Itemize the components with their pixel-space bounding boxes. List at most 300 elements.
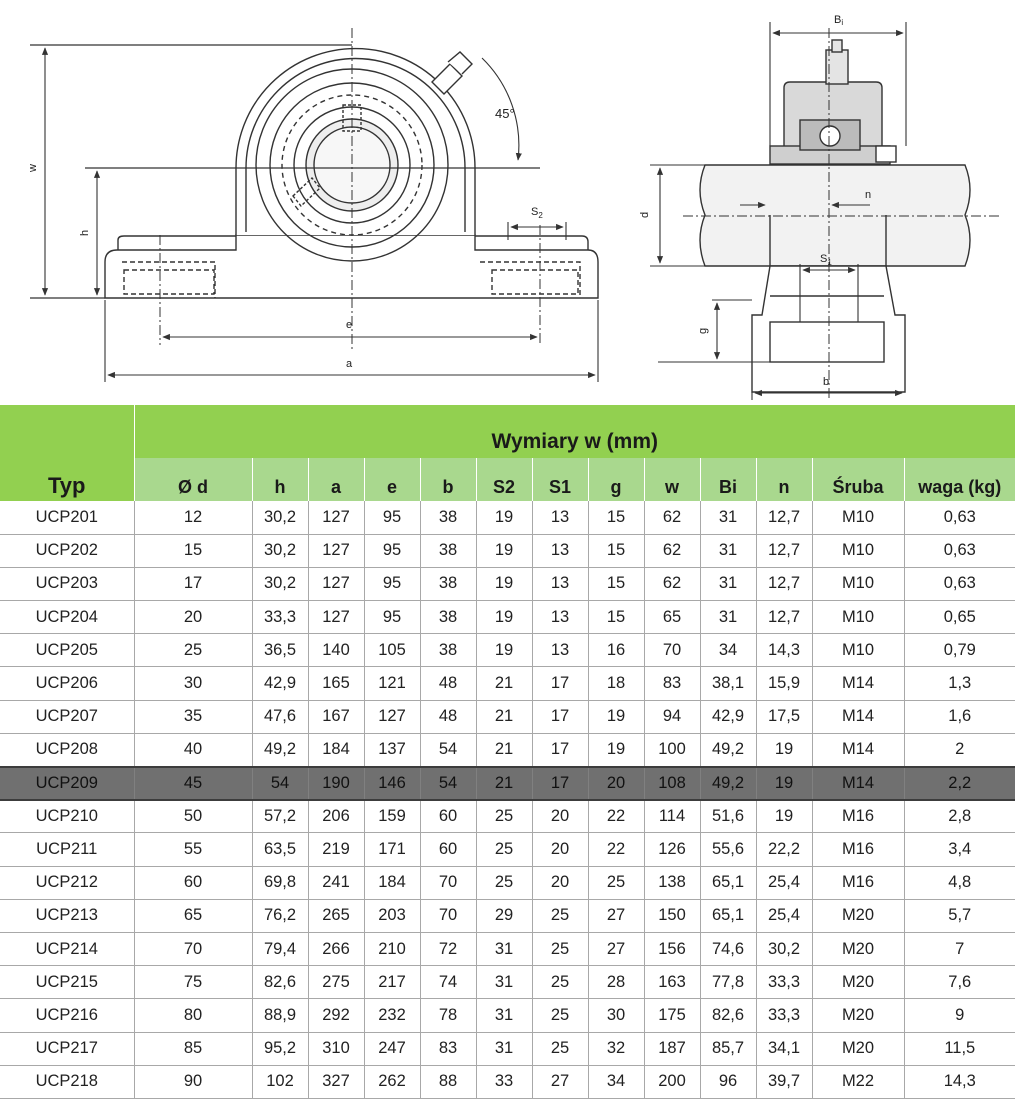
table-row bbox=[0, 1065, 1015, 1098]
value-cell: 19 bbox=[476, 567, 532, 600]
type-cell: UCP201 bbox=[0, 501, 134, 534]
value-cell: 75 bbox=[134, 966, 252, 999]
value-cell: 38 bbox=[420, 567, 476, 600]
value-cell: 31 bbox=[700, 567, 756, 600]
label-h: h bbox=[79, 229, 91, 236]
value-cell: 28 bbox=[588, 966, 644, 999]
label-w: w bbox=[27, 164, 39, 172]
value-cell: 15 bbox=[588, 501, 644, 534]
value-cell: 17,5 bbox=[756, 700, 812, 733]
table-row bbox=[0, 932, 1015, 965]
value-cell: 217 bbox=[364, 966, 420, 999]
value-cell: 12,7 bbox=[756, 534, 812, 567]
value-cell: 262 bbox=[364, 1065, 420, 1098]
value-cell: 96 bbox=[700, 1065, 756, 1098]
value-cell: 121 bbox=[364, 667, 420, 700]
value-cell: 45 bbox=[134, 767, 252, 800]
value-cell: 13 bbox=[532, 634, 588, 667]
table-row bbox=[0, 601, 1015, 634]
value-cell: 1,3 bbox=[904, 667, 1015, 700]
value-cell: 31 bbox=[700, 501, 756, 534]
value-cell: 12,7 bbox=[756, 501, 812, 534]
value-cell: 20 bbox=[532, 800, 588, 833]
value-cell: 82,6 bbox=[252, 966, 308, 999]
value-cell: 42,9 bbox=[252, 667, 308, 700]
value-cell: 15 bbox=[134, 534, 252, 567]
value-cell: 33 bbox=[476, 1065, 532, 1098]
value-cell: 48 bbox=[420, 667, 476, 700]
value-cell: M16 bbox=[812, 866, 904, 899]
label-angle: 45° bbox=[495, 106, 515, 121]
type-cell: UCP212 bbox=[0, 866, 134, 899]
value-cell: M10 bbox=[812, 567, 904, 600]
value-cell: 30 bbox=[588, 999, 644, 1032]
table-row bbox=[0, 833, 1015, 866]
value-cell: 90 bbox=[134, 1065, 252, 1098]
column-header: w bbox=[644, 458, 700, 501]
value-cell: 19 bbox=[476, 634, 532, 667]
value-cell: 85 bbox=[134, 1032, 252, 1065]
type-cell: UCP217 bbox=[0, 1032, 134, 1065]
value-cell: 13 bbox=[532, 501, 588, 534]
value-cell: 30,2 bbox=[252, 534, 308, 567]
table-row bbox=[0, 966, 1015, 999]
value-cell: M20 bbox=[812, 966, 904, 999]
value-cell: 210 bbox=[364, 932, 420, 965]
value-cell: 16 bbox=[588, 634, 644, 667]
type-cell: UCP214 bbox=[0, 932, 134, 965]
value-cell: 94 bbox=[644, 700, 700, 733]
value-cell: 17 bbox=[134, 567, 252, 600]
column-header-row bbox=[0, 458, 1015, 501]
value-cell: 33,3 bbox=[756, 966, 812, 999]
value-cell: 48 bbox=[420, 700, 476, 733]
value-cell: 105 bbox=[364, 634, 420, 667]
label-n: n bbox=[865, 189, 872, 201]
value-cell: 18 bbox=[588, 667, 644, 700]
technical-drawing bbox=[0, 0, 1015, 405]
value-cell: 30 bbox=[134, 667, 252, 700]
value-cell: 19 bbox=[476, 501, 532, 534]
value-cell: 79,4 bbox=[252, 932, 308, 965]
value-cell: 95,2 bbox=[252, 1032, 308, 1065]
value-cell: 127 bbox=[308, 534, 364, 567]
value-cell: 70 bbox=[420, 866, 476, 899]
value-cell: 15 bbox=[588, 534, 644, 567]
value-cell: 88 bbox=[420, 1065, 476, 1098]
value-cell: M20 bbox=[812, 1032, 904, 1065]
value-cell: 15 bbox=[588, 601, 644, 634]
column-header: h bbox=[252, 458, 308, 501]
value-cell: 85,7 bbox=[700, 1032, 756, 1065]
value-cell: 19 bbox=[588, 700, 644, 733]
value-cell: 11,5 bbox=[904, 1032, 1015, 1065]
value-cell: 33,3 bbox=[756, 999, 812, 1032]
value-cell: 34,1 bbox=[756, 1032, 812, 1065]
table-row bbox=[0, 1032, 1015, 1065]
value-cell: 100 bbox=[644, 733, 700, 766]
value-cell: 156 bbox=[644, 932, 700, 965]
value-cell: M10 bbox=[812, 634, 904, 667]
value-cell: 102 bbox=[252, 1065, 308, 1098]
value-cell: 82,6 bbox=[700, 999, 756, 1032]
type-cell: UCP202 bbox=[0, 534, 134, 567]
value-cell: 25 bbox=[588, 866, 644, 899]
value-cell: M20 bbox=[812, 999, 904, 1032]
value-cell: 60 bbox=[420, 833, 476, 866]
value-cell: 127 bbox=[308, 601, 364, 634]
value-cell: 20 bbox=[532, 866, 588, 899]
label-s2: $S_2$ bbox=[531, 206, 543, 220]
value-cell: 40 bbox=[134, 733, 252, 766]
value-cell: 0,79 bbox=[904, 634, 1015, 667]
value-cell: 21 bbox=[476, 733, 532, 766]
value-cell: 49,2 bbox=[700, 733, 756, 766]
value-cell: 83 bbox=[644, 667, 700, 700]
type-cell: UCP205 bbox=[0, 634, 134, 667]
value-cell: M14 bbox=[812, 700, 904, 733]
value-cell: 72 bbox=[420, 932, 476, 965]
table-row bbox=[0, 767, 1015, 800]
value-cell: 38 bbox=[420, 601, 476, 634]
value-cell: 138 bbox=[644, 866, 700, 899]
type-cell: UCP206 bbox=[0, 667, 134, 700]
value-cell: M10 bbox=[812, 501, 904, 534]
value-cell: 60 bbox=[420, 800, 476, 833]
table-row bbox=[0, 667, 1015, 700]
value-cell: 19 bbox=[756, 800, 812, 833]
value-cell: 5,7 bbox=[904, 899, 1015, 932]
value-cell: 12,7 bbox=[756, 567, 812, 600]
value-cell: 20 bbox=[532, 833, 588, 866]
column-header: Bi bbox=[700, 458, 756, 501]
value-cell: 50 bbox=[134, 800, 252, 833]
value-cell: 140 bbox=[308, 634, 364, 667]
value-cell: 184 bbox=[308, 733, 364, 766]
value-cell: 25,4 bbox=[756, 899, 812, 932]
type-cell: UCP209 bbox=[0, 767, 134, 800]
value-cell: 38 bbox=[420, 534, 476, 567]
type-cell: UCP203 bbox=[0, 567, 134, 600]
value-cell: M16 bbox=[812, 833, 904, 866]
value-cell: 65 bbox=[644, 601, 700, 634]
value-cell: 83 bbox=[420, 1032, 476, 1065]
value-cell: 21 bbox=[476, 700, 532, 733]
column-header: waga (kg) bbox=[904, 458, 1015, 501]
value-cell: 12 bbox=[134, 501, 252, 534]
value-cell: 25 bbox=[476, 866, 532, 899]
value-cell: M14 bbox=[812, 767, 904, 800]
value-cell: 25 bbox=[532, 1032, 588, 1065]
value-cell: 310 bbox=[308, 1032, 364, 1065]
value-cell: 219 bbox=[308, 833, 364, 866]
value-cell: 167 bbox=[308, 700, 364, 733]
value-cell: 17 bbox=[532, 767, 588, 800]
column-header: Ø d bbox=[134, 458, 252, 501]
value-cell: 7 bbox=[904, 932, 1015, 965]
value-cell: 266 bbox=[308, 932, 364, 965]
value-cell: 190 bbox=[308, 767, 364, 800]
value-cell: 34 bbox=[588, 1065, 644, 1098]
value-cell: 15 bbox=[588, 567, 644, 600]
value-cell: 200 bbox=[644, 1065, 700, 1098]
value-cell: 292 bbox=[308, 999, 364, 1032]
value-cell: 29 bbox=[476, 899, 532, 932]
value-cell: 19 bbox=[756, 733, 812, 766]
value-cell: 65,1 bbox=[700, 899, 756, 932]
label-a: a bbox=[346, 358, 353, 370]
table-row bbox=[0, 700, 1015, 733]
value-cell: 65 bbox=[134, 899, 252, 932]
table-row bbox=[0, 800, 1015, 833]
value-cell: 30,2 bbox=[756, 932, 812, 965]
value-cell: 2,8 bbox=[904, 800, 1015, 833]
value-cell: 25 bbox=[134, 634, 252, 667]
value-cell: 34 bbox=[700, 634, 756, 667]
value-cell: 77,8 bbox=[700, 966, 756, 999]
value-cell: 30,2 bbox=[252, 567, 308, 600]
value-cell: 95 bbox=[364, 534, 420, 567]
value-cell: 159 bbox=[364, 800, 420, 833]
value-cell: 14,3 bbox=[904, 1065, 1015, 1098]
value-cell: 38 bbox=[420, 501, 476, 534]
value-cell: 60 bbox=[134, 866, 252, 899]
value-cell: 127 bbox=[308, 567, 364, 600]
column-header: b bbox=[420, 458, 476, 501]
value-cell: 127 bbox=[308, 501, 364, 534]
table-row bbox=[0, 866, 1015, 899]
value-cell: 126 bbox=[644, 833, 700, 866]
type-column-header: Typ bbox=[0, 405, 134, 501]
value-cell: 150 bbox=[644, 899, 700, 932]
label-d: d bbox=[639, 211, 651, 218]
value-cell: 0,63 bbox=[904, 567, 1015, 600]
value-cell: 13 bbox=[532, 567, 588, 600]
value-cell: 54 bbox=[252, 767, 308, 800]
table-row bbox=[0, 634, 1015, 667]
value-cell: 74,6 bbox=[700, 932, 756, 965]
value-cell: 25 bbox=[532, 899, 588, 932]
type-cell: UCP210 bbox=[0, 800, 134, 833]
value-cell: 31 bbox=[476, 1032, 532, 1065]
value-cell: 20 bbox=[134, 601, 252, 634]
type-cell: UCP216 bbox=[0, 999, 134, 1032]
value-cell: 70 bbox=[644, 634, 700, 667]
value-cell: 36,5 bbox=[252, 634, 308, 667]
value-cell: M20 bbox=[812, 899, 904, 932]
value-cell: 49,2 bbox=[252, 733, 308, 766]
value-cell: 0,63 bbox=[904, 534, 1015, 567]
value-cell: 62 bbox=[644, 567, 700, 600]
value-cell: 51,6 bbox=[700, 800, 756, 833]
value-cell: 127 bbox=[364, 700, 420, 733]
value-cell: 27 bbox=[532, 1065, 588, 1098]
table-row bbox=[0, 999, 1015, 1032]
type-cell: UCP208 bbox=[0, 733, 134, 766]
value-cell: 54 bbox=[420, 767, 476, 800]
value-cell: 163 bbox=[644, 966, 700, 999]
column-header: e bbox=[364, 458, 420, 501]
value-cell: 19 bbox=[476, 534, 532, 567]
value-cell: 21 bbox=[476, 767, 532, 800]
value-cell: 31 bbox=[476, 999, 532, 1032]
column-header: n bbox=[756, 458, 812, 501]
label-b: b bbox=[823, 376, 830, 388]
value-cell: M10 bbox=[812, 601, 904, 634]
value-cell: 13 bbox=[532, 534, 588, 567]
value-cell: 31 bbox=[476, 966, 532, 999]
value-cell: 25 bbox=[532, 932, 588, 965]
value-cell: 30,2 bbox=[252, 501, 308, 534]
value-cell: 15,9 bbox=[756, 667, 812, 700]
value-cell: 12,7 bbox=[756, 601, 812, 634]
table-row bbox=[0, 733, 1015, 766]
dimensions-table bbox=[0, 405, 1015, 1099]
value-cell: 38 bbox=[420, 634, 476, 667]
value-cell: 165 bbox=[308, 667, 364, 700]
value-cell: M10 bbox=[812, 534, 904, 567]
value-cell: 54 bbox=[420, 733, 476, 766]
table-title: Wymiary w (mm) bbox=[134, 405, 1015, 458]
value-cell: 47,6 bbox=[252, 700, 308, 733]
label-e: e bbox=[346, 319, 353, 331]
value-cell: 49,2 bbox=[700, 767, 756, 800]
value-cell: 0,63 bbox=[904, 501, 1015, 534]
column-header: Śruba bbox=[812, 458, 904, 501]
value-cell: 275 bbox=[308, 966, 364, 999]
value-cell: 206 bbox=[308, 800, 364, 833]
value-cell: 108 bbox=[644, 767, 700, 800]
value-cell: 265 bbox=[308, 899, 364, 932]
value-cell: 247 bbox=[364, 1032, 420, 1065]
value-cell: 95 bbox=[364, 601, 420, 634]
value-cell: 62 bbox=[644, 534, 700, 567]
value-cell: M20 bbox=[812, 932, 904, 965]
value-cell: 19 bbox=[588, 733, 644, 766]
value-cell: 33,3 bbox=[252, 601, 308, 634]
value-cell: 241 bbox=[308, 866, 364, 899]
value-cell: 17 bbox=[532, 667, 588, 700]
label-g: g bbox=[697, 327, 709, 334]
table-row bbox=[0, 501, 1015, 534]
value-cell: 9 bbox=[904, 999, 1015, 1032]
type-cell: UCP215 bbox=[0, 966, 134, 999]
value-cell: 55 bbox=[134, 833, 252, 866]
value-cell: 19 bbox=[756, 767, 812, 800]
value-cell: 62 bbox=[644, 501, 700, 534]
value-cell: 17 bbox=[532, 700, 588, 733]
value-cell: 25 bbox=[476, 800, 532, 833]
column-header: S2 bbox=[476, 458, 532, 501]
value-cell: 22 bbox=[588, 833, 644, 866]
value-cell: 22,2 bbox=[756, 833, 812, 866]
value-cell: 137 bbox=[364, 733, 420, 766]
value-cell: 203 bbox=[364, 899, 420, 932]
value-cell: 146 bbox=[364, 767, 420, 800]
value-cell: 22 bbox=[588, 800, 644, 833]
value-cell: 327 bbox=[308, 1065, 364, 1098]
table-row bbox=[0, 534, 1015, 567]
value-cell: 20 bbox=[588, 767, 644, 800]
value-cell: 35 bbox=[134, 700, 252, 733]
value-cell: 171 bbox=[364, 833, 420, 866]
value-cell: 76,2 bbox=[252, 899, 308, 932]
value-cell: 70 bbox=[134, 932, 252, 965]
type-cell: UCP213 bbox=[0, 899, 134, 932]
type-cell: UCP211 bbox=[0, 833, 134, 866]
value-cell: 14,3 bbox=[756, 634, 812, 667]
value-cell: 2,2 bbox=[904, 767, 1015, 800]
value-cell: 19 bbox=[476, 601, 532, 634]
value-cell: 13 bbox=[532, 601, 588, 634]
label-s1: $S_1$ bbox=[820, 253, 832, 267]
value-cell: 25 bbox=[476, 833, 532, 866]
value-cell: 2 bbox=[904, 733, 1015, 766]
value-cell: 74 bbox=[420, 966, 476, 999]
value-cell: 27 bbox=[588, 932, 644, 965]
value-cell: 31 bbox=[476, 932, 532, 965]
value-cell: 38,1 bbox=[700, 667, 756, 700]
value-cell: 69,8 bbox=[252, 866, 308, 899]
value-cell: 78 bbox=[420, 999, 476, 1032]
value-cell: 63,5 bbox=[252, 833, 308, 866]
label-bi: Bi bbox=[834, 14, 844, 27]
value-cell: 114 bbox=[644, 800, 700, 833]
value-cell: 4,8 bbox=[904, 866, 1015, 899]
table-body bbox=[0, 501, 1015, 1098]
value-cell: 88,9 bbox=[252, 999, 308, 1032]
value-cell: 232 bbox=[364, 999, 420, 1032]
table-row bbox=[0, 567, 1015, 600]
value-cell: 3,4 bbox=[904, 833, 1015, 866]
value-cell: M22 bbox=[812, 1065, 904, 1098]
value-cell: 57,2 bbox=[252, 800, 308, 833]
value-cell: 65,1 bbox=[700, 866, 756, 899]
value-cell: 31 bbox=[700, 534, 756, 567]
value-cell: 17 bbox=[532, 733, 588, 766]
value-cell: 25 bbox=[532, 966, 588, 999]
value-cell: 42,9 bbox=[700, 700, 756, 733]
column-header: a bbox=[308, 458, 364, 501]
value-cell: 55,6 bbox=[700, 833, 756, 866]
value-cell: M14 bbox=[812, 667, 904, 700]
column-header: S1 bbox=[532, 458, 588, 501]
value-cell: 27 bbox=[588, 899, 644, 932]
type-cell: UCP207 bbox=[0, 700, 134, 733]
type-cell: UCP204 bbox=[0, 601, 134, 634]
value-cell: M14 bbox=[812, 733, 904, 766]
value-cell: 25 bbox=[532, 999, 588, 1032]
value-cell: 0,65 bbox=[904, 601, 1015, 634]
value-cell: 31 bbox=[700, 601, 756, 634]
value-cell: 7,6 bbox=[904, 966, 1015, 999]
type-cell: UCP218 bbox=[0, 1065, 134, 1098]
value-cell: 39,7 bbox=[756, 1065, 812, 1098]
value-cell: 25,4 bbox=[756, 866, 812, 899]
value-cell: 187 bbox=[644, 1032, 700, 1065]
value-cell: 70 bbox=[420, 899, 476, 932]
value-cell: 95 bbox=[364, 567, 420, 600]
value-cell: 95 bbox=[364, 501, 420, 534]
table-row bbox=[0, 899, 1015, 932]
value-cell: 184 bbox=[364, 866, 420, 899]
value-cell: M16 bbox=[812, 800, 904, 833]
value-cell: 80 bbox=[134, 999, 252, 1032]
value-cell: 32 bbox=[588, 1032, 644, 1065]
column-header: g bbox=[588, 458, 644, 501]
value-cell: 21 bbox=[476, 667, 532, 700]
value-cell: 1,6 bbox=[904, 700, 1015, 733]
